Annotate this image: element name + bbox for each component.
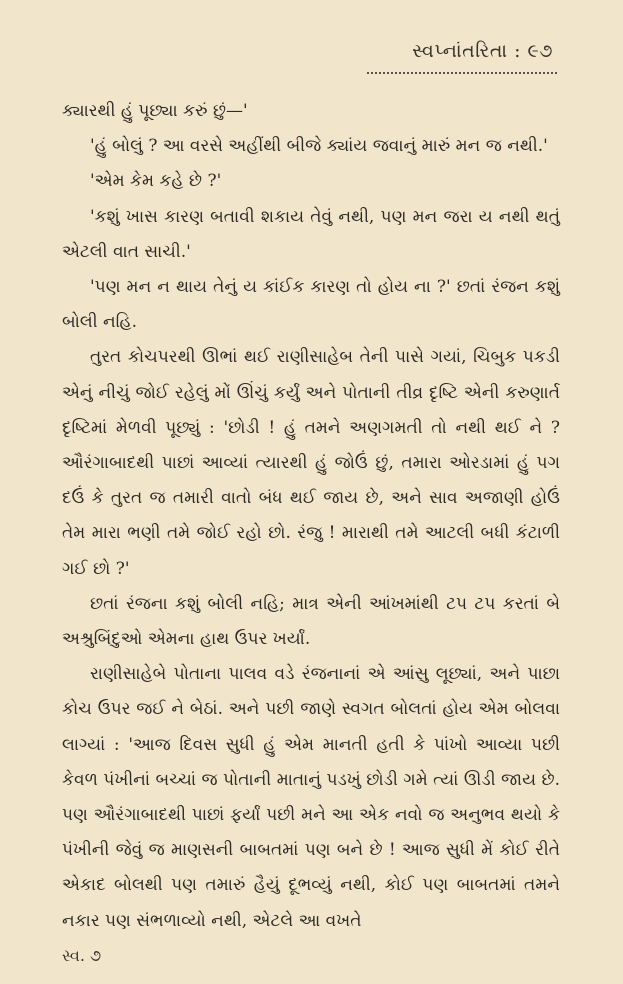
paragraph: 'હું બોલું ? આ વરસે અહીંથી બીજે ક્યાંય જવાનું મારું મન જ નથી.': [90, 136, 548, 157]
running-header: સ્વપ્નાંતરિતા : ૯૭: [412, 40, 553, 62]
page-body: [62, 94, 560, 939]
paragraph: છતાં રંજના કશું બોલી નહિ; માત્ર એની આંખમાંથી ટપ ટપ કરતાં બે અશ્રુબિંદુઓ એમના હાથ ઉપર ખર્યાં.: [62, 593, 560, 650]
header-rule: [367, 66, 557, 74]
paragraph: 'એમ કેમ કહે છે ?': [90, 171, 222, 192]
paragraph: 'કશું ખાસ કારણ બતાવી શકાય તેવું નથી, પણ મન જરા ય નથી થતું એટલી વાત સાચી.': [62, 206, 560, 262]
paragraph: ક્યારથી હું પૂછ્યા કરું છું—': [62, 101, 248, 121]
paragraph: તુરત કોચપરથી ઊભાં થઈ રાણીસાહેબ તેની પાસે ગયાં, ચિબુક પકડી એનું નીચું જોઈ રહેલું મોં ઊંચું કર્યું અને પોતાની તીવ્ર દૃષ્ટિ એની કરુણાર્ત દૃષ્ટિમાં મેળવી પૂછ્યું : 'છોડી ! હું તમને અણગમતી તો નથી થઈ ને ? ઔરંગાબાદથી પાછાં આવ્યાં ત્યારથી હું જોઉં છું, તમારા ઓરડામાં હું પગ દઉં કે તુરત જ તમારી વાતો બંધ થઈ જાય છે, અને સાવ અજાણી હોઉં તેમ મારા ભણી તમે જોઈ રહો છો. રંજુ ! મારાથી તમે આટલી બધી કંટાળી ગઈ છો ?': [62, 347, 560, 579]
signature-mark: સ્વ. ૭: [62, 946, 102, 965]
paragraph: રાણીસાહેબે પોતાના પાલવ વડે રંજનાનાં એ આંસુ લૂછ્યાં, અને પાછા કોચ ઉપર જઈ ને બેઠાં. અને પછી જાણે સ્વગત બોલતાં હોય એમ બોલવા લાગ્યાં : 'આજ દિવસ સુધી હું એમ માનતી હતી કે પાંખો આવ્યા પછી કેવળ પંખીનાં બચ્ચાં જ પોતાની માતાનું પડખું છોડી ગમે ત્યાં ઊડી જાય છે. પણ ઔરંગાબાદથી પાછાં ફર્યાં પછી મને આ એક નવો જ અનુભવ થયો કે પંખીની જેવું જ માણસની બાબતમાં પણ બને છે ! આજ સુધી મેં કોઈ રીતે એકાદ બોલથી પણ તમારું હૈયું દૂભવ્યું નથી, કોઈ પણ બાબતમાં તમને નકાર પણ સંભળાવ્યો નથી, એટલે આ વખતે: [62, 664, 560, 931]
paragraph: 'પણ મન ન થાય તેનું ય કાંઈક કારણ તો હોય ના ?' છતાં રંજન કશું બોલી નહિ.: [62, 277, 560, 333]
